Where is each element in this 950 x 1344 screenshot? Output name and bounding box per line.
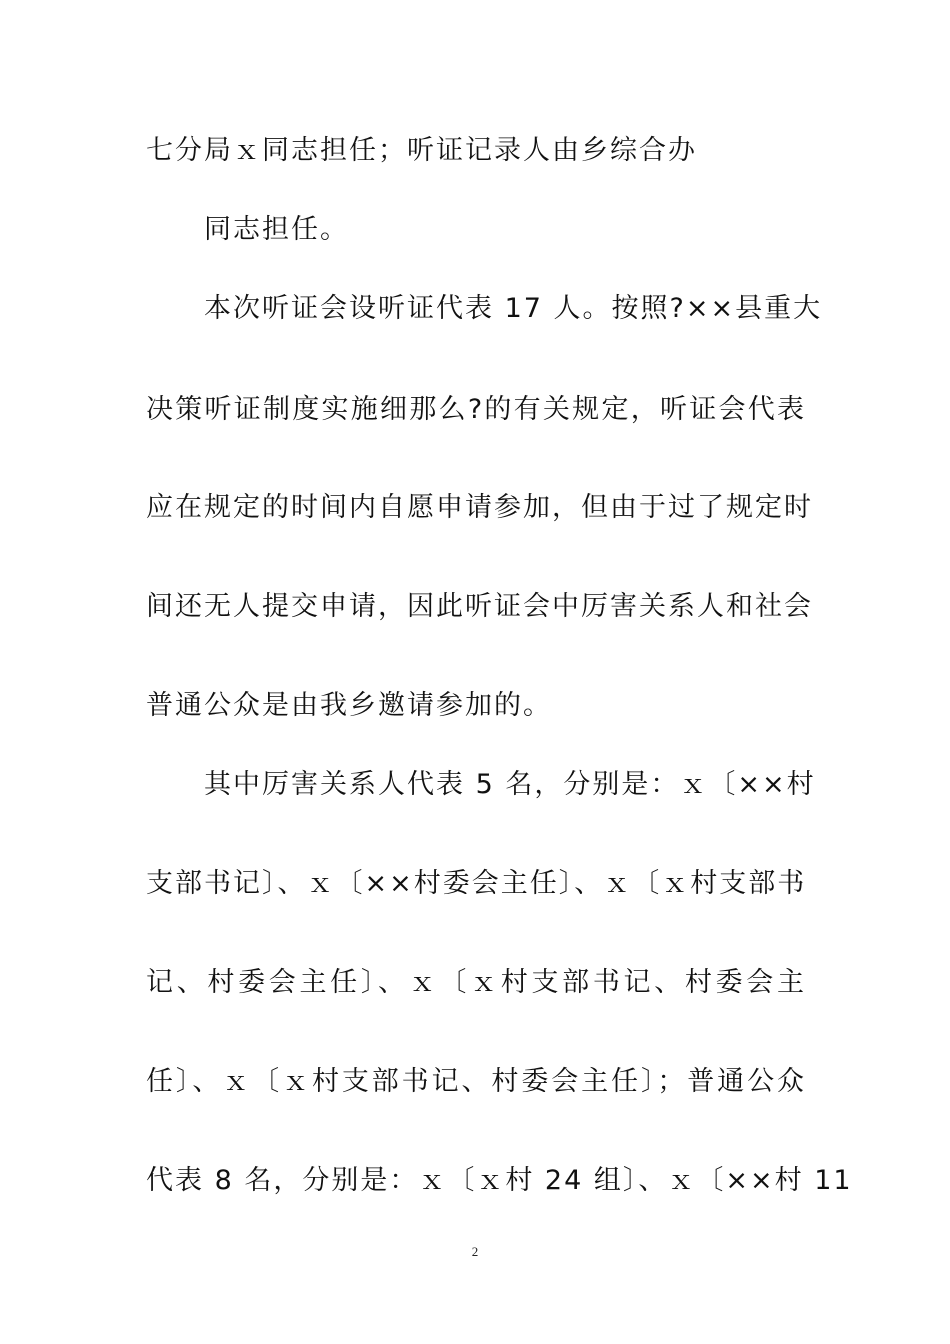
text-line-3: 本次听证会设听证代表 17 人。按照?××县重大	[204, 293, 823, 324]
text-line-8: 其中厉害关系人代表 5 名，分别是：ｘ〔××村	[204, 769, 816, 800]
text-line-12: 代表 8 名，分别是：ｘ〔ｘ村 24 组〕、ｘ〔××村 11	[146, 1165, 853, 1196]
text-line-1: 七分局ｘ同志担任；听证记录人由乡综合办	[146, 135, 697, 166]
text-line-2: 同志担任。	[204, 214, 349, 245]
text-line-4: 决策听证制度实施细那么?的有关规定，听证会代表	[146, 394, 806, 425]
page-number: 2	[471, 1244, 479, 1259]
text-line-11: 任〕、ｘ〔ｘ村支部书记、村委会主任〕；普通公众	[146, 1066, 806, 1097]
text-line-5: 应在规定的时间内自愿申请参加，但由于过了规定时	[146, 492, 813, 523]
text-line-7: 普通公众是由我乡邀请参加的。	[146, 690, 552, 721]
text-line-9: 支部书记〕、ｘ〔××村委会主任〕、ｘ〔ｘ村支部书	[146, 868, 807, 899]
text-line-6: 间还无人提交申请，因此听证会中厉害关系人和社会	[146, 591, 813, 622]
text-line-10: 记、村委会主任〕、ｘ〔ｘ村支部书记、村委会主	[146, 967, 806, 998]
